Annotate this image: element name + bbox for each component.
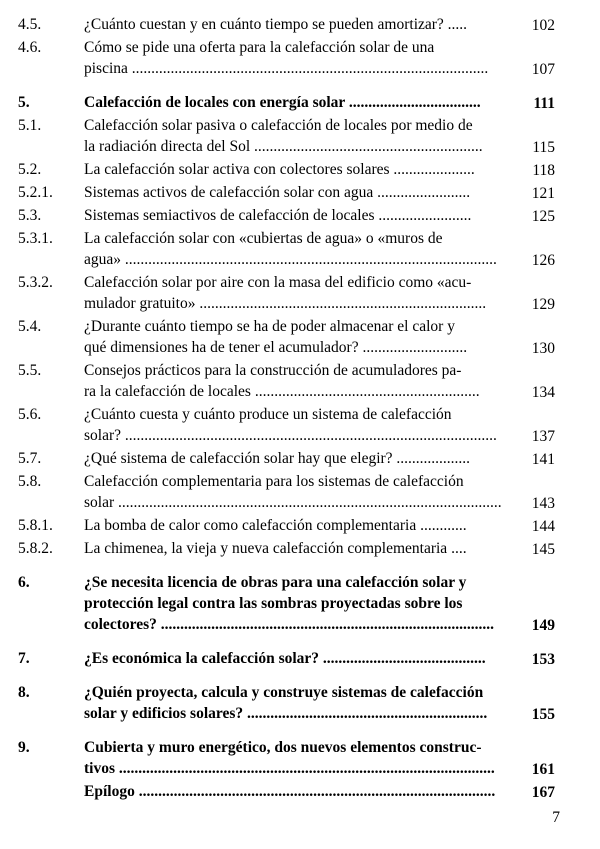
toc-entry-line: La calefacción solar con «cubiertas de agua» o «muros de	[84, 230, 443, 247]
toc-entry-line: Epílogo ............................................................................................	[84, 783, 496, 800]
toc-entry-line: La chimenea, la vieja y nueva calefacción complementaria ....	[84, 540, 467, 557]
toc-page-number: 130	[531, 340, 555, 357]
toc-entry-line: ¿Cuánto cuestan y en cuánto tiempo se pueden amortizar? .....	[84, 16, 468, 33]
toc-entry-line: tivos .................................................................................................	[84, 760, 495, 777]
toc-entry-page	[517, 538, 556, 561]
toc-entry-number: 9.	[18, 739, 30, 756]
toc-entry-number: 5.2.	[18, 161, 42, 178]
toc-entry-line: ¿Qué sistema de calefacción solar hay que elegir? ...................	[84, 450, 471, 467]
toc-entry-line: Sistemas activos de calefacción solar con agua ........................	[84, 184, 471, 201]
toc-entry-number: 5.	[18, 94, 30, 111]
toc-entry-title	[84, 448, 517, 471]
toc-entry-line: ¿Durante cuánto tiempo se ha de poder almacenar el calor y	[84, 318, 455, 335]
toc-entry-title	[84, 515, 517, 538]
toc-spacer	[18, 726, 556, 737]
toc-entry[interactable]	[18, 159, 556, 182]
toc-entry-title	[84, 159, 517, 182]
toc-entry[interactable]	[18, 572, 556, 637]
toc-entry-page	[517, 115, 556, 159]
toc-entry-page	[517, 737, 556, 781]
toc-entry[interactable]	[18, 228, 556, 272]
toc-entry-line: la radiación directa del Sol ...........................................................	[84, 138, 483, 155]
toc-page-number: 107	[531, 61, 555, 78]
toc-entry-line: piscina ............................................................................................	[84, 60, 489, 77]
toc-page-number: 126	[531, 252, 555, 269]
toc-entry-title	[84, 115, 517, 159]
toc-entry-number: 5.4.	[18, 318, 42, 335]
toc-entry-page	[517, 471, 556, 515]
toc-page-number: 143	[531, 495, 555, 512]
toc-entry-line: solar? ................................................................................................	[84, 427, 497, 444]
toc-entry-title	[84, 781, 517, 804]
toc-spacer	[18, 671, 556, 682]
toc-entry-page	[517, 14, 556, 37]
toc-entry-number: 5.8.	[18, 473, 42, 490]
toc-page-number: 137	[531, 428, 555, 445]
table-of-contents	[18, 14, 556, 804]
page-folio: 7	[552, 809, 560, 826]
toc-entry-title	[84, 182, 517, 205]
toc-entry-line: Calefacción de locales con energía solar ..................................	[84, 94, 481, 111]
toc-entry-line: solar y edificios solares? ..............................................................	[84, 705, 488, 722]
toc-entry[interactable]	[18, 205, 556, 228]
toc-entry[interactable]	[18, 360, 556, 404]
toc-entry[interactable]	[18, 781, 556, 804]
toc-entry-page	[517, 205, 556, 228]
toc-entry-line: mulador gratuito» ..........................................................................	[84, 295, 487, 312]
toc-entry-title	[84, 37, 517, 81]
toc-entry[interactable]	[18, 404, 556, 448]
toc-entry-line: Consejos prácticos para la construcción de acumuladores pa-	[84, 362, 462, 379]
toc-entry-line: La bomba de calor como calefacción complementaria ............	[84, 517, 467, 534]
toc-entry-page	[517, 682, 556, 726]
toc-entry-number: 7.	[18, 650, 30, 667]
toc-entry-line: ra la calefacción de locales ..........................................................	[84, 383, 480, 400]
toc-entry[interactable]	[18, 37, 556, 81]
toc-entry-title	[84, 682, 517, 726]
toc-entry-title	[84, 538, 517, 561]
toc-entry[interactable]	[18, 682, 556, 726]
toc-entry-number: 4.6.	[18, 39, 42, 56]
toc-page-number: 118	[532, 162, 555, 179]
toc-entry-line: ¿Quién proyecta, calcula y construye sistemas de calefacción	[84, 684, 484, 701]
toc-entry-page	[517, 572, 556, 637]
toc-entry-title	[84, 737, 517, 781]
toc-page-number: 155	[531, 706, 555, 723]
toc-entry-number: 5.1.	[18, 117, 42, 134]
toc-entry-page	[517, 316, 556, 360]
toc-entry[interactable]	[18, 515, 556, 538]
toc-spacer	[18, 637, 556, 648]
toc-entry-page	[517, 92, 556, 115]
toc-entry-line: protección legal contra las sombras proyectadas sobre los	[84, 595, 463, 612]
toc-entry-line: ¿Cuánto cuesta y cuánto produce un sistema de calefacción	[84, 406, 452, 423]
toc-entry-number: 5.8.1.	[18, 517, 53, 534]
toc-entry[interactable]	[18, 538, 556, 561]
toc-entry-title	[84, 228, 517, 272]
toc-page-number: 111	[533, 95, 555, 112]
toc-entry-page	[517, 448, 556, 471]
toc-page-number: 121	[531, 185, 555, 202]
toc-entry-line: agua» ................................................................................................	[84, 251, 497, 268]
toc-entry-page	[517, 648, 556, 671]
toc-page-number: 134	[531, 384, 555, 401]
toc-entry[interactable]	[18, 115, 556, 159]
toc-entry-title	[84, 572, 517, 637]
toc-entry[interactable]	[18, 316, 556, 360]
toc-entry-line: qué dimensiones ha de tener el acumulador? ...........................	[84, 339, 468, 356]
toc-entry-line: Calefacción solar pasiva o calefacción de locales por medio de	[84, 117, 473, 134]
toc-entry-page	[517, 781, 556, 804]
toc-entry-page	[517, 272, 556, 316]
toc-entry-line: Cubierta y muro energético, dos nuevos elementos construc-	[84, 739, 482, 756]
toc-entry-title	[84, 14, 517, 37]
toc-page-number: 144	[531, 518, 555, 535]
toc-page-number: 145	[531, 541, 555, 558]
toc-entry-line: Calefacción solar por aire con la masa del edificio como «acu-	[84, 274, 472, 291]
toc-spacer	[18, 81, 556, 92]
toc-entry-title	[84, 316, 517, 360]
toc-entry-title	[84, 648, 517, 671]
toc-entry[interactable]	[18, 737, 556, 781]
toc-entry[interactable]	[18, 14, 556, 37]
toc-page-number: 153	[531, 651, 555, 668]
toc-entry[interactable]	[18, 648, 556, 671]
toc-entry-number: 5.2.1.	[18, 184, 53, 201]
toc-entry[interactable]	[18, 182, 556, 205]
toc-entry-number: 5.3.	[18, 207, 42, 224]
toc-entry[interactable]	[18, 272, 556, 316]
toc-page-number: 149	[531, 617, 555, 634]
toc-entry[interactable]	[18, 471, 556, 515]
toc-entry-line: Sistemas semiactivos de calefacción de locales ........................	[84, 207, 472, 224]
toc-entry-page	[517, 37, 556, 81]
toc-entry-number: 5.5.	[18, 362, 42, 379]
toc-entry-page	[517, 515, 556, 538]
toc-entry-title	[84, 272, 517, 316]
toc-entry[interactable]	[18, 92, 556, 115]
toc-page-number: 102	[531, 17, 555, 34]
toc-page-number: 161	[531, 761, 555, 778]
toc-entry-number: 6.	[18, 574, 30, 591]
toc-entry-line: ¿Se necesita licencia de obras para una calefacción solar y	[84, 574, 467, 591]
toc-page-number: 129	[531, 296, 555, 313]
toc-entry-title	[84, 404, 517, 448]
toc-entry-line: solar ...................................................................................................	[84, 494, 502, 511]
toc-entry-title	[84, 471, 517, 515]
toc-entry-page	[517, 228, 556, 272]
toc-page-number: 125	[531, 208, 555, 225]
toc-entry-number: 4.5.	[18, 16, 42, 33]
toc-page-number: 167	[531, 784, 555, 801]
toc-page-number: 141	[531, 451, 555, 468]
toc-entry-page	[517, 182, 556, 205]
toc-page-number: 115	[532, 139, 555, 156]
toc-spacer	[18, 561, 556, 572]
toc-entry-number: 5.3.2.	[18, 274, 53, 291]
toc-entry-line: Cómo se pide una oferta para la calefacción solar de una	[84, 39, 435, 56]
toc-entry-number: 5.8.2.	[18, 540, 53, 557]
toc-entry-title	[84, 205, 517, 228]
toc-entry-page	[517, 159, 556, 182]
toc-entry[interactable]	[18, 448, 556, 471]
toc-entry-line: ¿Es económica la calefacción solar? ..........................................	[84, 650, 486, 667]
toc-entry-page	[517, 404, 556, 448]
toc-entry-title	[84, 360, 517, 404]
toc-entry-page	[517, 360, 556, 404]
toc-entry-number: 5.3.1.	[18, 230, 53, 247]
toc-entry-line: La calefacción solar activa con colectores solares .....................	[84, 161, 475, 178]
toc-entry-number	[18, 781, 84, 804]
toc-entry-number: 5.7.	[18, 450, 42, 467]
toc-entry-number: 5.6.	[18, 406, 42, 423]
toc-entry-line: colectores? ......................................................................................	[84, 616, 494, 633]
toc-entry-title	[84, 92, 517, 115]
toc-entry-line: Calefacción complementaria para los sistemas de calefacción	[84, 473, 464, 490]
toc-entry-number: 8.	[18, 684, 30, 701]
